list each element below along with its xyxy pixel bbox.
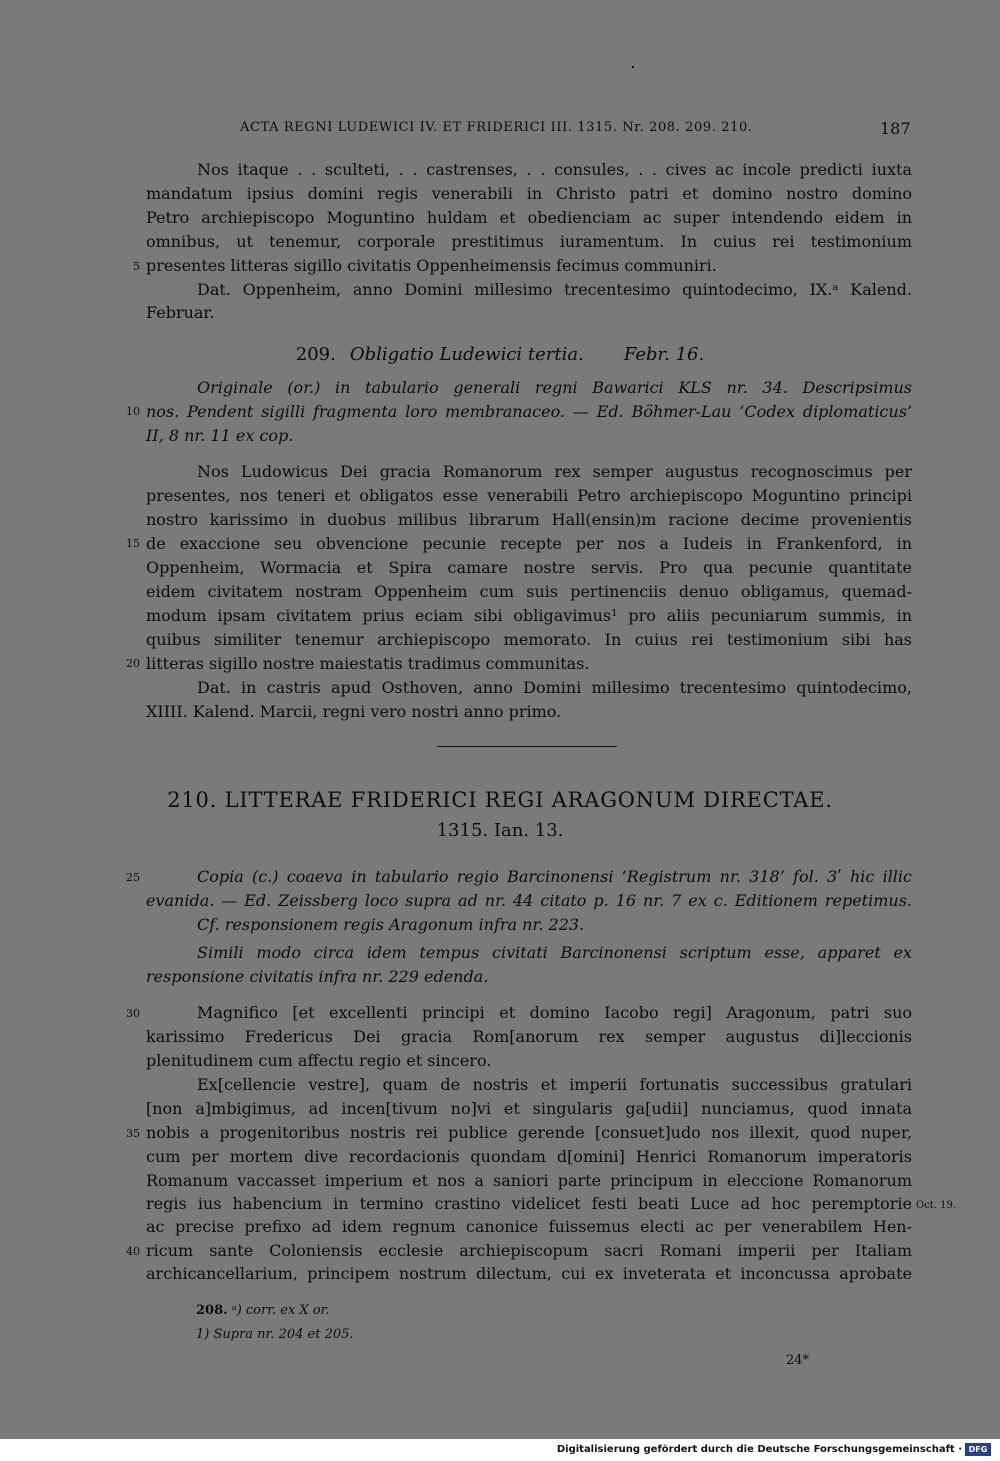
speck <box>632 66 634 68</box>
doc210-source-line: Copia (c.) coaeva in tabulario regio Barcinonensi ‘Registrum nr. 318’ fol. 3ʹ hic illic <box>197 867 912 886</box>
doc209-text-line: XIIII. Kalend. Marcii, regni vero nostri anno primo. <box>146 702 562 721</box>
doc210-date: 1315. Ian. 13. <box>436 820 564 841</box>
line-number: 20 <box>126 657 140 670</box>
doc209-text-line: modum ipsam civitatem prius eciam sibi obligavimus¹ pro aliis pecuniarum summis, in <box>146 606 912 625</box>
line-number: 40 <box>126 1245 140 1258</box>
footnote-1: 1) Supra nr. 204 et 205. <box>196 1327 354 1342</box>
doc209-text-line: Oppenheim, Wormacia et Spira camare nostre servis. Pro qua pecunie quantitate <box>146 558 912 577</box>
doc209-text-line: de exaccione seu obvencione pecunie recepte per nos a Iudeis in Frankenford, in <box>146 534 912 553</box>
doc209-text-line: nostro karissimo in duobus milibus librarum Hall(ensin)m racione decime provenientis <box>146 510 912 529</box>
doc210-text-line: [non a]mbigimus, ad incen[tivum no]vi et singularis ga[udii] nunciamus, quod innata <box>146 1099 912 1118</box>
doc210-text-line: regis ius habencium in termino crastino videlicet festi beati Luce ad hoc peremptorie <box>146 1194 912 1213</box>
footnote-208 <box>196 1302 330 1320</box>
doc210-title: 210. LITTERAE FRIDERICI REGI ARAGONUM DIRECTAE. <box>167 788 833 812</box>
doc208-line: mandatum ipsius domini regis venerabili in Christo patri et domino nostro domino <box>146 184 912 203</box>
doc208-line: Nos itaque . . sculteti, . . castrenses, . . consules, . . cives ac incole predicti iuxta <box>197 160 912 179</box>
doc210-text-line: cum per mortem dive recordacionis quondam d[omini] Henrici Romanorum imperatoris <box>146 1147 912 1166</box>
doc210-text-line: Ex[cellencie vestre], quam de nostris et imperii fortunatis successibus gratulari <box>197 1075 912 1094</box>
doc208-line: omnibus, ut tenemur, corporale prestitimus iuramentum. In cuius rei testimonium <box>146 232 912 251</box>
doc209-title: Obligatio Ludewici tertia. <box>349 344 584 365</box>
section-divider <box>437 746 617 747</box>
doc210-text-line: plenitudinem cum affectu regio et sincero. <box>146 1051 492 1070</box>
doc210-text-line: Magnifico [et excellenti principi et domino Iacobo regi] Aragonum, patri suo <box>197 1003 912 1022</box>
doc210-source-line: responsione civitatis infra nr. 229 edenda. <box>146 967 489 986</box>
doc209-text-line: litteras sigillo nostre maiestatis tradimus communitas. <box>146 654 590 673</box>
margin-date-note: Oct. 19. <box>916 1200 957 1211</box>
doc209-date: Febr. 16. <box>623 344 705 365</box>
doc209-text-line: eidem civitatem nostram Oppenheim cum suis pertinenciis denuo obligamus, quemad- <box>146 582 912 601</box>
doc209-source-line: Originale (or.) in tabulario generali regni Bawarici KLS nr. 34. Descripsimus <box>197 378 912 397</box>
line-number: 35 <box>126 1127 140 1140</box>
line-number: 10 <box>126 405 140 418</box>
doc208-line: Februar. <box>146 303 215 322</box>
doc210-text-line: ricum sante Coloniensis ecclesie archiepiscopum sacri Romani imperii per Italiam <box>146 1241 912 1260</box>
doc209-source-line: nos. Pendent sigilli fragmenta loro membranaceo. — Ed. Böhmer-Lau ‘Codex diplomaticus’ <box>146 402 912 421</box>
doc208-line: Petro archiepiscopo Moguntino huldam et obedienciam ac super intendendo eidem in <box>146 208 912 227</box>
doc210-source-line: evanida. — Ed. Zeissberg loco supra ad nr. 44 citato p. 16 nr. 7 ex c. Editionem repetimus. <box>146 891 912 910</box>
digitization-footer <box>0 1439 1000 1461</box>
signature-mark: 24* <box>786 1353 810 1368</box>
line-number: 30 <box>126 1007 140 1020</box>
doc210-text-line: karissimo Fredericus Dei gracia Rom[anorum rex semper augustus di]leccionis <box>146 1027 912 1046</box>
doc210-source-line: Cf. responsionem regis Aragonum infra nr. 223. <box>197 915 585 934</box>
page-number: 187 <box>880 119 911 138</box>
doc209-text-line: presentes, nos teneri et obligatos esse venerabili Petro archiepiscopo Moguntino principi <box>146 486 912 505</box>
doc209-number: 209. <box>295 344 336 365</box>
doc210-text-line: Romanum vaccasset imperium et nos a saniori parte principum in eleccione Romanorum <box>146 1171 912 1190</box>
doc209-text-line: Dat. in castris apud Osthoven, anno Domini millesimo trecentesimo quintodecimo, <box>197 678 912 697</box>
doc210-source-line: Simili modo circa idem tempus civitati Barcinonensi scriptum esse, apparet ex <box>197 943 912 962</box>
doc208-line: presentes litteras sigillo civitatis Oppenheimensis fecimus communiri. <box>146 256 717 275</box>
doc209-text-line: Nos Ludowicus Dei gracia Romanorum rex semper augustus recognoscimus per <box>197 462 912 481</box>
running-header: ACTA REGNI LUDEWICI IV. ET FRIDERICI III. 1315. Nr. 208. 209. 210. <box>240 120 753 135</box>
line-number: 5 <box>133 260 140 273</box>
footnote-number: 208. <box>196 1303 228 1318</box>
footnote-text: ᵃ) corr. ex X or. <box>231 1303 330 1318</box>
footer-credit: Digitalisierung gefördert durch die Deutsche Forschungsgemeinschaft · <box>556 1444 962 1455</box>
dfg-logo-icon: DFG <box>965 1443 991 1456</box>
doc209-text-line: quibus similiter tenemur archiepiscopo memorato. In cuius rei testimonium sibi has <box>146 630 912 649</box>
line-number: 25 <box>126 871 140 884</box>
doc209-source-line: II, 8 nr. 11 ex cop. <box>146 426 294 445</box>
doc210-text-line: ac precise prefixo ad idem regnum canonice fuissemus electi ac per venerabilem Hen- <box>146 1217 912 1236</box>
doc209-heading <box>0 344 1000 365</box>
doc210-text-line: nobis a progenitoribus nostris rei publice gerende [consuet]udo nos illexit, quod nuper, <box>146 1123 912 1142</box>
line-number: 15 <box>126 537 140 550</box>
doc208-line: Dat. Oppenheim, anno Domini millesimo trecentesimo quintodecimo, IX.ᵃ Kalend. <box>197 280 912 299</box>
doc210-text-line: archicancellarium, principem nostrum dilectum, cui ex inveterata et inconcussa aprobate <box>146 1264 912 1283</box>
